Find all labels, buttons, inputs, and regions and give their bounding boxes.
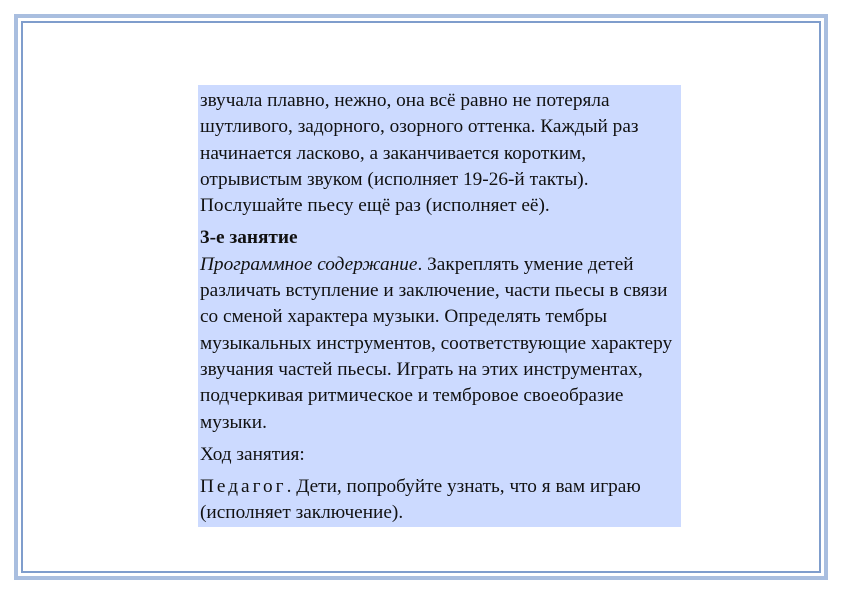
program-label: Программное содержание [200,253,418,275]
program-text: . Закреплять умение детей различать вступление и заключение, части пьесы в связи со сменой характера музыки. Определять тембры музыкальных инструментов, соответствующие характеру звучания частей пьесы. Играть на этих инструментах, подчеркивая ритмическое и тембровое своеобразие музыки. [200,253,673,433]
program-paragraph [200,252,679,436]
lesson-heading: 3-е занятие [200,227,298,249]
lesson-flow: Ход занятия: [200,443,305,465]
teacher-label: Педагог [200,476,287,498]
paragraph-intro: звучала плавно, нежно, она всё равно не потеряла шутливого, задорного, озорного оттенка. Каждый раз начинается ласково, а заканчивается коротким, отрывистым звуком (исполняет 19-26-й такты). Послушайте пьесу ещё раз (исполняет её). [200,90,639,217]
text-block [198,85,681,527]
teacher-text: . Дети, попробуйте узнать, что я вам играю (исполняет заключение). [200,476,641,524]
teacher-paragraph [200,474,679,527]
